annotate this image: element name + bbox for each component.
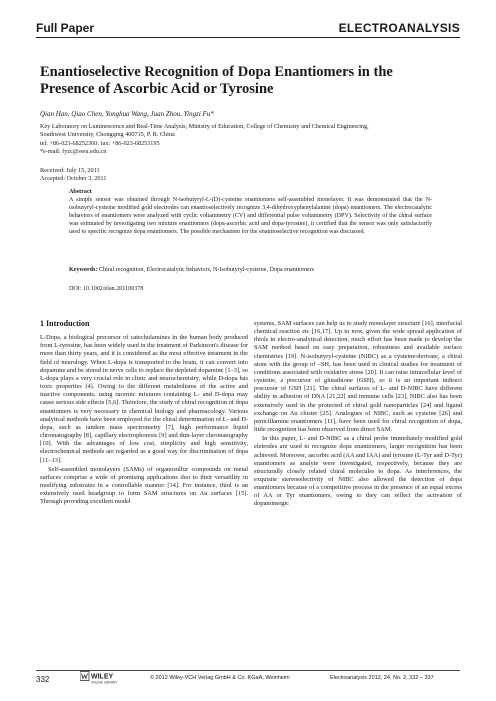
section-title: 1 Introduction [40, 319, 90, 328]
header-divider [36, 37, 460, 38]
affiliation-line: Key Laboratory on Luminescence and Real-Time Analysis, Ministry of Education, College of Chemistry and Chemical Engineering, [40, 123, 369, 130]
body-column-right [254, 320, 462, 509]
logo-subtext: ONLINE LIBRARY [91, 680, 118, 685]
journal-citation: Electroanalysis 2012, 24, No. 2, 332 – 337 [330, 675, 434, 681]
author-list: Qian Han, Qiao Chen, Yonghua Wang, Juan Zhou, Yingzi Fu* [40, 110, 214, 118]
body-column-left [40, 320, 248, 506]
article-dates [40, 167, 106, 184]
keywords-heading: Keywords: [69, 267, 98, 273]
body-paragraph: L-Dopa, a biological precursor of catecholamines in the human body produced from L-tyrosine, has been widely used in the treatment of Parkinson's disease for more than thirty years, and it is considered as the most effective treatment in the field of neurology. When L-dopa is transported to the brain, it can convert into dopamine and be stored in nerve cells to replace the depleted dopamine [1–3], so L-dopa plays a very crucial role in clinic and neurochemistry, while D-dopa has toxic properties [4]. Owing to the different metabolisms of the active and inactive components, using racemic mixtures containing L- and D-dopa may cause serious side effects [5,6]. Therefore, the study of chiral recognition of dopa enantiomers is very necessary in chemical biology and pharmacology. Various analytical methods have been employed for the chiral determination of L- and D-dopa, such as tandem mass spectrometry [7], high performance liquid chromatography [8], capillary electrophoresis [9] and thin-layer chromatography [10]. With the advantages of low cost, simplicity and high sensitivity, electrochemical methods are regarded as a good way for discrimination of dopa [11–13]. [40, 334, 248, 464]
logo-w-icon [82, 674, 88, 679]
article-title: Enantioselective Recognition of Dopa Enantiomers in the Presence of Ascorbic Acid or Tyrosine [40, 64, 393, 97]
keywords-text: Chiral recognition, Electrocatalytic behaviors, N-Isobutyryl-cysteine, Dopa enantiomers [98, 267, 315, 273]
journal-name: ELECTROANALYSIS [338, 21, 460, 35]
affiliation-block [40, 123, 460, 156]
contact-phone-fax: tel: +86-023-68252360; fax: +86-023-68253195 [40, 139, 160, 147]
page-number: 332 [36, 675, 50, 684]
accepted-date: Accepted: October 3, 2011 [40, 175, 107, 183]
copyright-notice: © 2012 Wiley-VCH Verlag GmbH & Co. KGaA, Weinheim [150, 675, 290, 681]
wiley-online-library-logo [80, 671, 124, 685]
doi-link[interactable]: DOI: 10.1002/elan.201100378 [69, 286, 144, 292]
keywords-block [69, 267, 432, 273]
body-paragraph: Self-assembled monolayers (SAMs) of organosulfur compounds on metal surfaces comprise a wide of promising applications duo to their versatility in modifying substrates in a controllable manner [14]. For instance, thiol is an extensively used headgroup to form SAM structures on Au surfaces [15]. Through providing excellent model [40, 465, 248, 506]
abstract-text: A simple sensor was obtained through N-isobutyryl-L-(D)-cysteine enantiomers self-assembled monolayer. It was demonstrated that the N-isobutyryl-cysteine modified gold electrodes can enantioselectively recognize 3,4-dihydroxyphenylalanine (dopa) enantiomers. The electrocatalytic behaviors of enantiomers were analyzed with cyclic voltammetry (CV) and differential pulse voltammetry (DPV). Selectivity of the chiral surface was estimated by investigating two mixture enantiomers (dopa-ascorbic acid and dopa-tyrosine), it certified that the sensor was only satisfactorily used to specific recognize dopa enantiomers. The possible mechanism for the enantioselective recognition was discussed. [69, 197, 432, 236]
abstract-block [69, 188, 432, 237]
body-paragraph: In this paper, L- and D-NIBC as a chiral probe immediately modified gold eletrodes are used to recognize dopa enantiomers, larger recognition has been achieved. Moreover, ascorbic acid (AA and IAA) and tyrosine (L-Tyr and D-Tyr) enantiomers as analyte were investigated, respectively, because they are structurally closely related chiral molecules to dopa. As interferences, the exquisite stereoselectivity of NIBC also allowed the detection of dopa enantiomers because of a competitive process in the presence of an equal excess of AA or Tyr enantiomers, owing to they can reflect the activation of dopaminergic [254, 435, 462, 508]
abstract-heading: Abstract [69, 189, 92, 195]
affiliation-line: Southwest University, Chongqing 400715, P. R. China [40, 131, 175, 139]
received-date: Received: July 15, 2011 [40, 167, 100, 174]
contact-email: *e-mail: fyzc@swu.edu.cn [40, 147, 107, 155]
journal-section-label: Full Paper [36, 21, 95, 35]
body-paragraph: systems, SAM surfaces can help us to study monolayer structure [16], interfacial chemical reaction etc [16,17]. Up to now, given the wide spread application of thiols in electro-analytical detection, much effort has been made to develop the SAM method based on easy preparation, robustness and available surface chemistries [19]. N-isobutyryl-cysteine (NIBC) as a cysteine-derivate, a chiral atom with the group of –SH, has been used in clinical studies for treatment of conditions associated with oxidative stress [20]. It can raise intracellular level of cysteine, a precursor of glutathione (GSH), so it is an important indirect precursor of GSH [21]. The chiral surfaces of L- and D-NIBC have different ability in adhesion of DNA [21,22] and immune cells [23], NIBC also has been extensively used in the protected of chiral gold nanoparticles [24] and ligand exchange on Au cluster [25]. Analogues of NIBC, such as cysteine [26] and penicillamine enantiomers [11], have been used for chiral recognition of dopa, little recognition has been observed from direct SAM. [254, 320, 462, 434]
logo-text: WILEY [91, 673, 114, 681]
